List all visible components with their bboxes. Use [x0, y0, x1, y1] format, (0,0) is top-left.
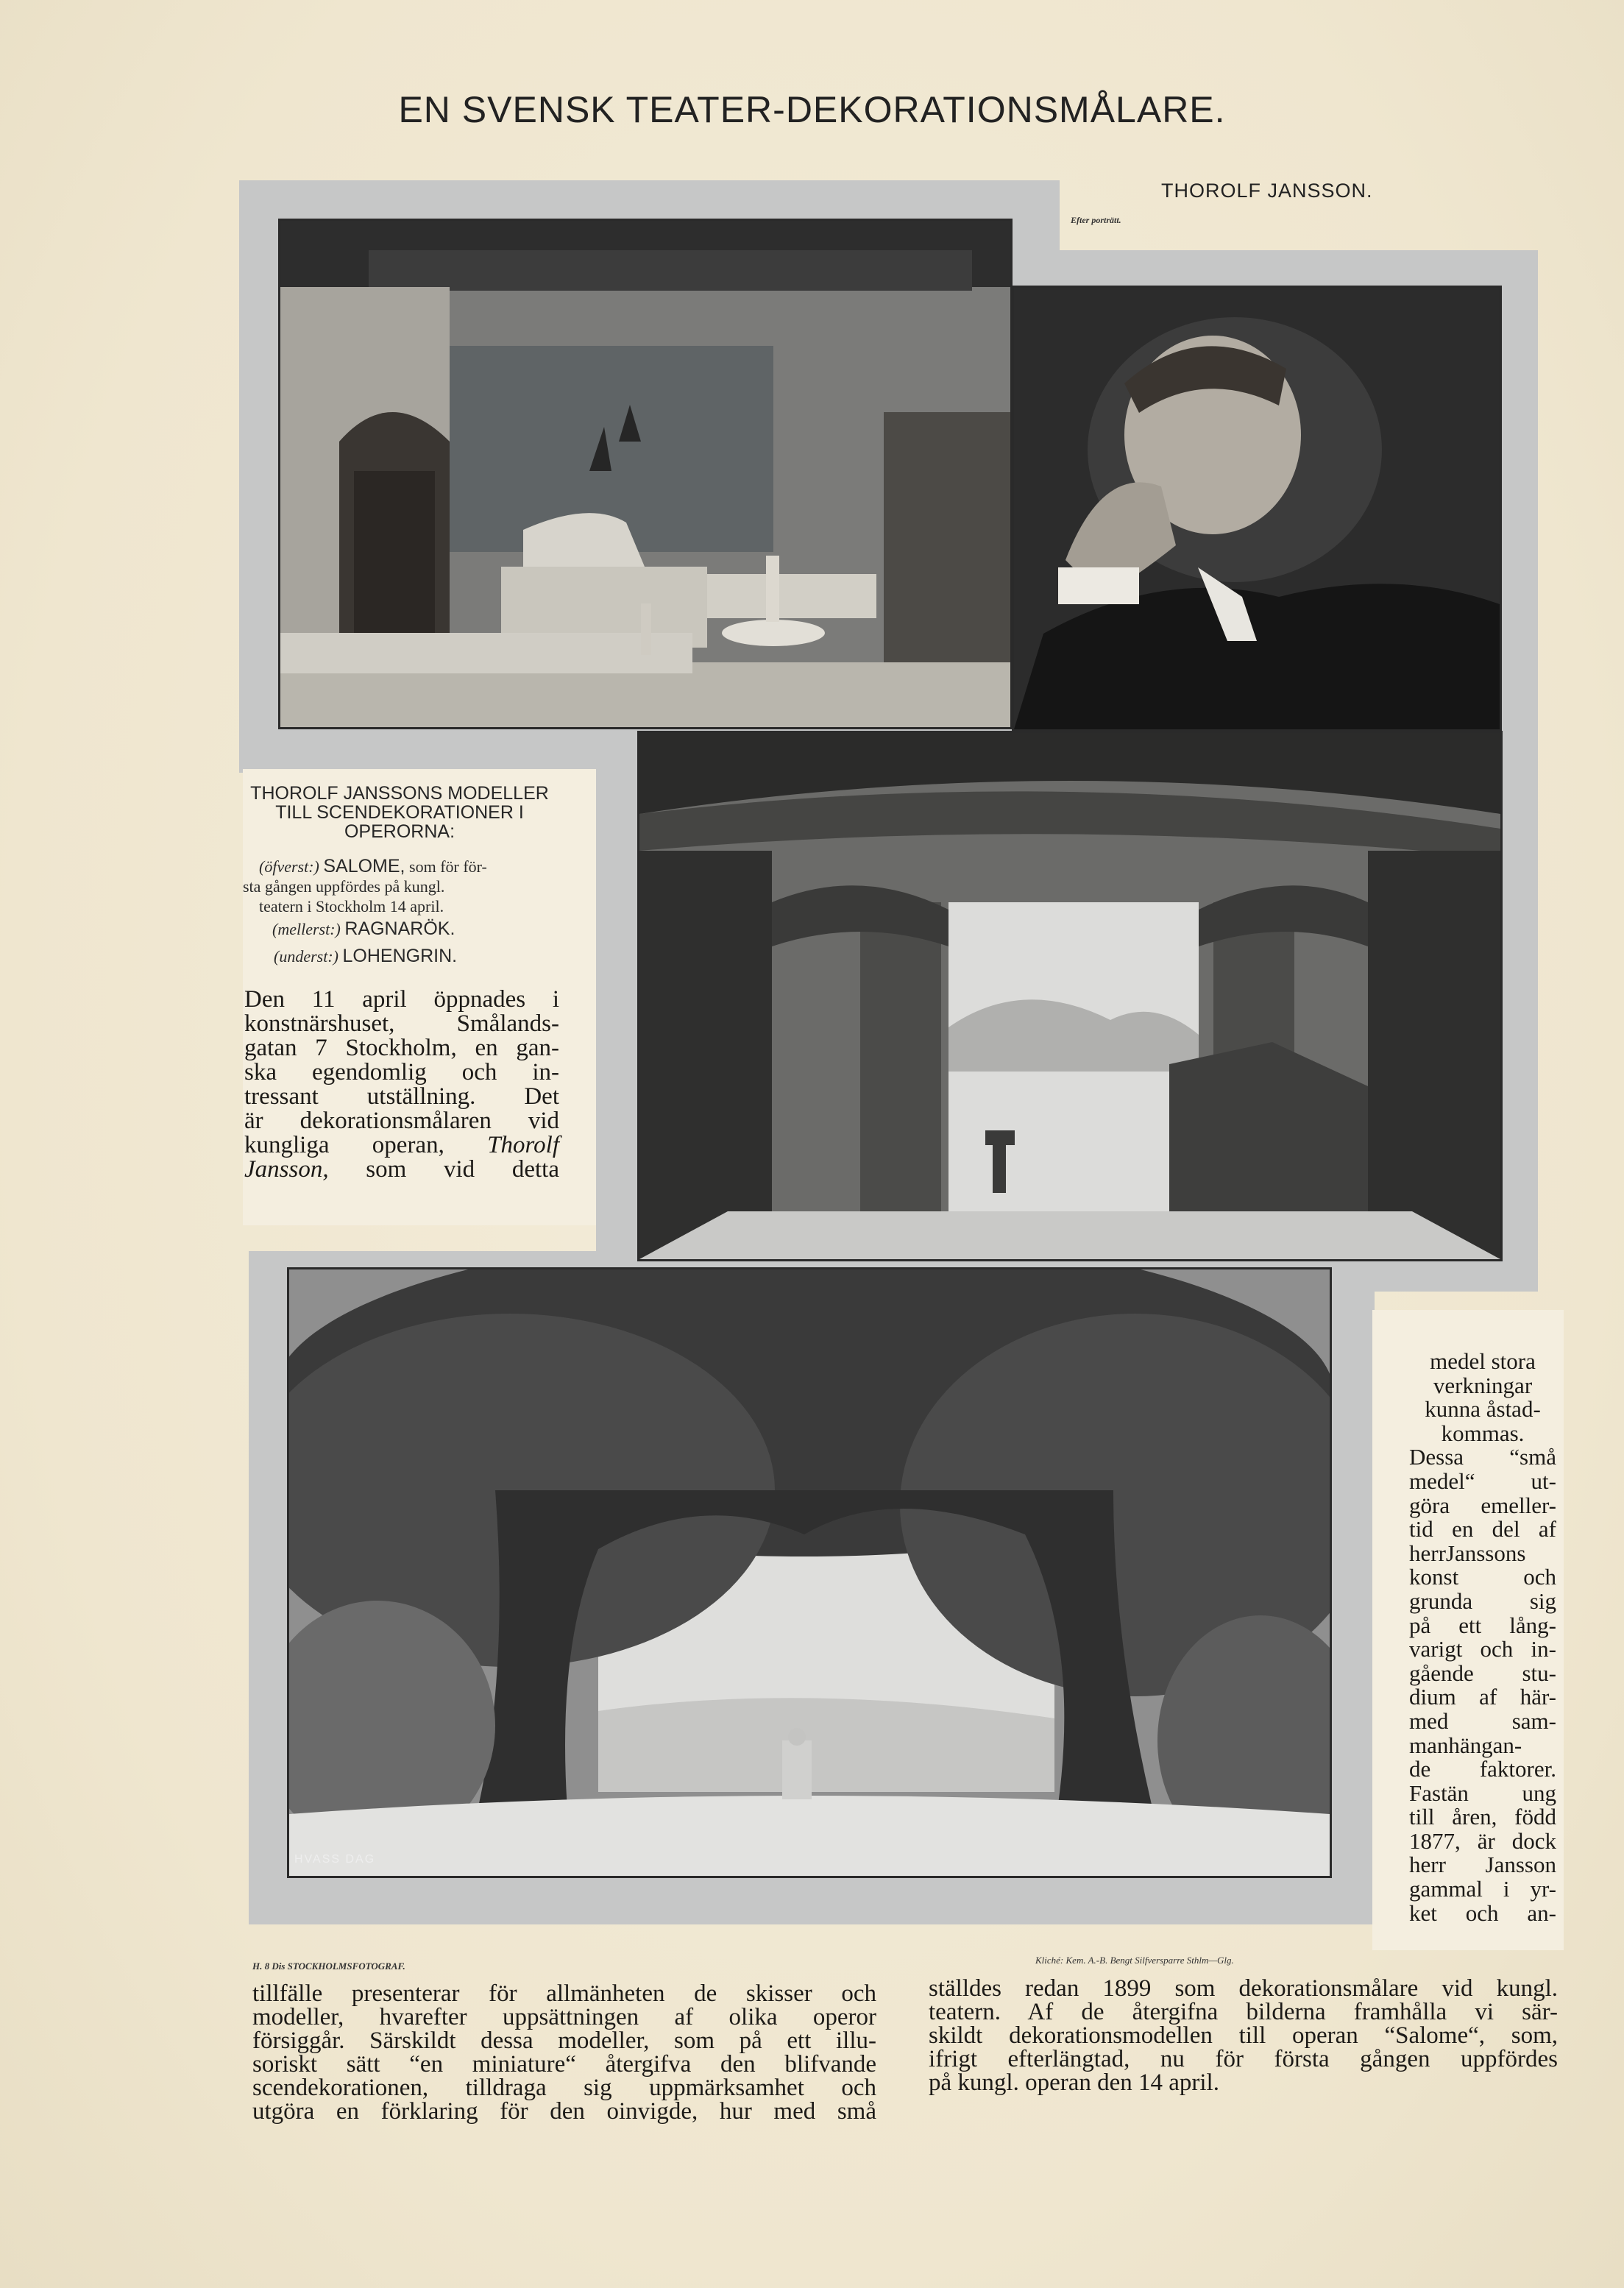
caption-top-desc-3: teatern i Stockholm 14 april.: [259, 897, 444, 915]
right-line-6: medel“ ut-: [1409, 1467, 1556, 1494]
left-line-5: tressant utställning. Det: [244, 1083, 559, 1110]
caption-bottom-name: LOHENGRIN.: [342, 946, 458, 966]
right-line-16: med sam-: [1409, 1707, 1556, 1734]
right-line-8: tid en del af: [1409, 1516, 1556, 1543]
bottom-right-line-5: på kungl. operan den 14 april.: [929, 2069, 1219, 2096]
article-bottom-right: [929, 1977, 1558, 2094]
bottom-left-line-5: scendekorationen, tilldraga sig uppmärksamhet och: [252, 2075, 876, 2101]
left-line-8: [244, 1158, 559, 1182]
right-line-21: 1877, är dock: [1409, 1827, 1556, 1854]
caption-top-label: (öfverst:): [259, 857, 319, 876]
page-title: EN SVENSK TEATER-DEKORATIONSMÅLARE.: [398, 89, 1226, 130]
right-line-12: på ett lång-: [1409, 1612, 1556, 1638]
right-line-19: Fastän ung: [1409, 1779, 1556, 1806]
caption-top-desc-2: sta gången uppfördes på kungl.: [243, 877, 445, 896]
caption-top-desc-1: som för för-: [409, 857, 487, 876]
right-line-7: göra emeller-: [1409, 1492, 1556, 1518]
cliche-credit: Kliché: Kem. A.-B. Bengt Silfversparre Sthlm—Glg.: [1035, 1955, 1234, 1966]
photographer-credit: H. 8 Dis STOCKHOLMSFOTOGRAF.: [252, 1961, 405, 1972]
caption-middle-label: (mellerst:): [272, 920, 341, 938]
bottom-left-line-4: soriskt sätt “en miniature“ återgifva den blifvande: [252, 2051, 876, 2078]
left-line-8-text: som vid detta: [366, 1156, 560, 1183]
caption-top-name: SALOME,: [323, 856, 405, 876]
thorolf-jansson-portrait: [1012, 286, 1502, 732]
bottom-left-line-6: utgöra en förklaring för den oinvigde, hur med små: [252, 2098, 876, 2125]
bottom-left-line-3: försiggår. Särskildt dessa modeller, som på ett illu-: [252, 2027, 876, 2054]
artist-first-name: Thorolf: [487, 1132, 559, 1158]
article-bottom-left: [252, 1982, 876, 2123]
lohengrin-stage-photo: [287, 1267, 1332, 1878]
bottom-left-line-1: tillfälle presenterar för allmänheten de skisser och: [252, 1980, 876, 2007]
right-line-24: ket och an-: [1409, 1899, 1556, 1926]
bottom-right-line-2: teatern. Af de återgifna bilderna framhålla vi sär-: [929, 1999, 1558, 2025]
portrait-credit: Efter porträtt.: [1071, 215, 1121, 225]
lohengrin-stage-illustration: [289, 1269, 1330, 1876]
right-line-10: konst och: [1409, 1564, 1556, 1590]
caption-middle-name: RAGNARÖK.: [344, 918, 455, 939]
salome-stage-photo: [278, 219, 1013, 729]
salome-stage-illustration: [280, 221, 1010, 727]
right-line-17: manhängan-: [1409, 1732, 1522, 1758]
portrait-name: THOROLF JANSSON.: [1161, 180, 1373, 202]
right-line-1: medel stora: [1430, 1348, 1536, 1374]
caption-lead: THOROLF JANSSONS MODELLER TILL SCENDEKORATIONER I OPERORNA:: [250, 783, 549, 842]
left-line-2: konstnärshuset, Smålands-: [244, 1010, 559, 1037]
painter-signature: HVASS DAG: [294, 1853, 376, 1866]
right-line-9: herrJanssons: [1409, 1540, 1526, 1566]
caption-bottom: [274, 946, 457, 967]
right-line-3: kunna åstad-: [1425, 1396, 1541, 1423]
article-right-column: [1409, 1350, 1556, 1925]
portrait-illustration: [1014, 288, 1500, 729]
left-line-1: Den 11 april öppnades i: [244, 986, 559, 1013]
right-line-4: kommas.: [1441, 1420, 1525, 1446]
bottom-left-line-2: modeller, hvarefter uppsättningen af olika operor: [252, 2004, 876, 2030]
right-line-14: gående stu-: [1409, 1660, 1556, 1686]
right-line-18: de faktorer.: [1409, 1756, 1556, 1782]
bottom-right-line-1: ställdes redan 1899 som dekorationsmålare vid kungl.: [929, 1975, 1558, 2002]
right-line-13: varigt och in-: [1409, 1636, 1556, 1662]
ragnarok-stage-illustration: [639, 733, 1500, 1259]
right-line-23: gammal i yr-: [1409, 1876, 1556, 1902]
caption-top: [259, 856, 487, 877]
left-line-4: ska egendomlig och in-: [244, 1059, 559, 1085]
right-line-11: grunda sig: [1409, 1587, 1556, 1614]
article-left-column: [244, 988, 559, 1182]
left-line-7: [244, 1133, 559, 1158]
artist-last-name: Jansson,: [244, 1156, 329, 1183]
ragnarok-stage-photo: [637, 731, 1503, 1261]
caption-bottom-label: (underst:): [274, 947, 338, 966]
bottom-right-line-4: ifrigt efterlängtad, nu för första gången uppfördes: [929, 2046, 1558, 2072]
right-line-15: dium af här-: [1409, 1684, 1556, 1710]
left-line-3: gatan 7 Stockholm, en gan-: [244, 1035, 559, 1061]
caption-middle: [272, 918, 455, 940]
bottom-right-line-3: skildt dekorationsmodellen till operan “Salome“, som,: [929, 2022, 1558, 2049]
right-line-5: Dessa “små: [1409, 1444, 1556, 1470]
right-line-22: herr Jansson: [1409, 1852, 1556, 1878]
right-line-20: till åren, född: [1409, 1804, 1556, 1830]
left-line-7-text: kungliga operan,: [244, 1132, 444, 1158]
right-line-2: verkningar: [1433, 1372, 1533, 1398]
left-line-6: är dekorationsmålaren vid: [244, 1108, 559, 1134]
